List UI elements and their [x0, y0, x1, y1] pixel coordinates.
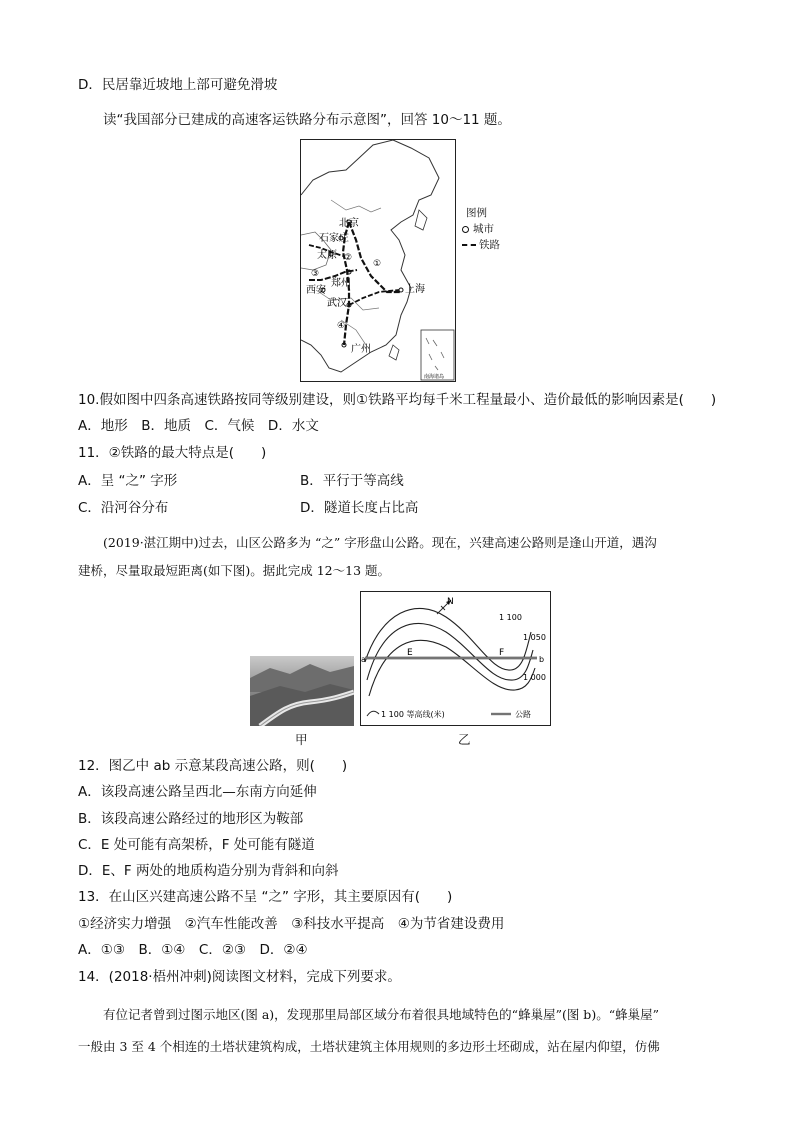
q14-paragraph-line1: 有位记者曾到过图示地区(图 a)，发现那里局部区域分布着很具地域特色的“蜂巢屋”(图 b)。“蜂巢屋” — [103, 1007, 659, 1022]
intro-12-13-line2: 建桥，尽量取最短距离(如下图)。据此完成 12～13 题。 — [78, 563, 391, 578]
city-label: 石家庄 — [319, 233, 349, 244]
q12-option-b: B．该段高速公路经过的地形区为鞍部 — [78, 811, 304, 827]
q14-paragraph-line2: 一般由 3 至 4 个相连的土塔状建筑构成，土塔状建筑主体用规则的多边形土坯砌成，站在屋内仰望，仿佛 — [78, 1039, 660, 1054]
city-label: 北京 — [339, 218, 359, 229]
point-label: E — [407, 648, 413, 658]
q12-option-c: C．E 处可能有高架桥，F 处可能有隧道 — [78, 837, 315, 853]
contour-label: 1 100 — [499, 613, 522, 622]
route-label: ② — [344, 253, 353, 263]
q11-option-d: D．隧道长度占比高 — [300, 500, 419, 516]
q11-stem: 11．②铁路的最大特点是( ) — [78, 445, 267, 461]
city-label: 郑州 — [331, 278, 351, 289]
city-label: 太原 — [317, 250, 337, 261]
legend-rail: 铁路 — [479, 239, 500, 251]
contour-map — [361, 592, 550, 725]
map-label: 乙 — [458, 732, 471, 747]
route-label: ① — [373, 259, 382, 269]
q10-options: A．地形 B．地质 C．气候 D．水文 — [78, 418, 319, 434]
q13-items: ①经济实力增强 ②汽车性能改善 ③科技水平提高 ④为节省建设费用 — [78, 916, 505, 932]
q11-option-c: C．沿河谷分布 — [78, 500, 169, 516]
city-label: 武汉 — [327, 298, 347, 309]
q11-option-a: A．呈 “之” 字形 — [78, 473, 178, 489]
city-dot-icon — [462, 226, 469, 233]
photo-label: 甲 — [295, 732, 308, 747]
q12-option-d: D．E、F 两处的地质构造分别为背斜和向斜 — [78, 863, 339, 879]
rail-line-icon — [462, 244, 476, 246]
route-label: ③ — [311, 269, 320, 279]
inset-label: 南海诸岛 — [424, 374, 445, 380]
q9-option-d: D．民居靠近坡地上部可避免滑坡 — [78, 77, 278, 93]
intro-12-13-line1: (2019·湛江期中)过去，山区公路多为 “之” 字形盘山公路。现在，兴建高速公路则是逢山开道，遇沟 — [103, 535, 657, 550]
q11-option-b: B．平行于等高线 — [300, 473, 404, 489]
point-label: F — [499, 648, 505, 658]
intro-10-11: 读“我国部分已建成的高速客运铁路分布示意图”，回答 10～11 题。 — [103, 112, 511, 128]
railway-map — [301, 140, 455, 381]
legend-city: 城市 — [473, 223, 494, 235]
point-label: a — [361, 655, 366, 664]
city-label: 西安 — [306, 285, 326, 296]
q12-option-a: A．该段高速公路呈西北—东南方向延伸 — [78, 784, 317, 800]
legend-road: 公路 — [515, 710, 531, 719]
contour-label: 1 000 — [523, 673, 546, 682]
legend-contour: 1 100 等高线(米) — [381, 710, 445, 719]
city-label: 上海 — [405, 284, 425, 295]
q10-stem: 10.假如图中四条高速铁路按同等级别建设，则①铁路平均每千米工程量最小、造价最低的影响因素是( ) — [78, 392, 717, 408]
contour-label: 1 050 — [523, 633, 546, 642]
q13-stem: 13．在山区兴建高速公路不呈 “之” 字形，其主要原因有( ) — [78, 889, 453, 905]
highway-photo — [250, 656, 354, 726]
route-label: ④ — [337, 321, 346, 331]
q12-stem: 12．图乙中 ab 示意某段高速公路，则( ) — [78, 758, 348, 774]
city-label: 广州 — [351, 344, 371, 355]
contour-map-figure — [360, 591, 551, 726]
q14-stem: 14．(2018·梧州冲刺)阅读图文材料，完成下列要求。 — [78, 969, 401, 985]
legend-title: 图例 — [466, 207, 487, 219]
map-legend — [462, 205, 522, 253]
north-label: N — [447, 597, 454, 607]
q13-options: A．①③ B．①④ C．②③ D．②④ — [78, 942, 308, 958]
railway-map-figure — [300, 139, 456, 382]
point-label: b — [539, 655, 545, 664]
